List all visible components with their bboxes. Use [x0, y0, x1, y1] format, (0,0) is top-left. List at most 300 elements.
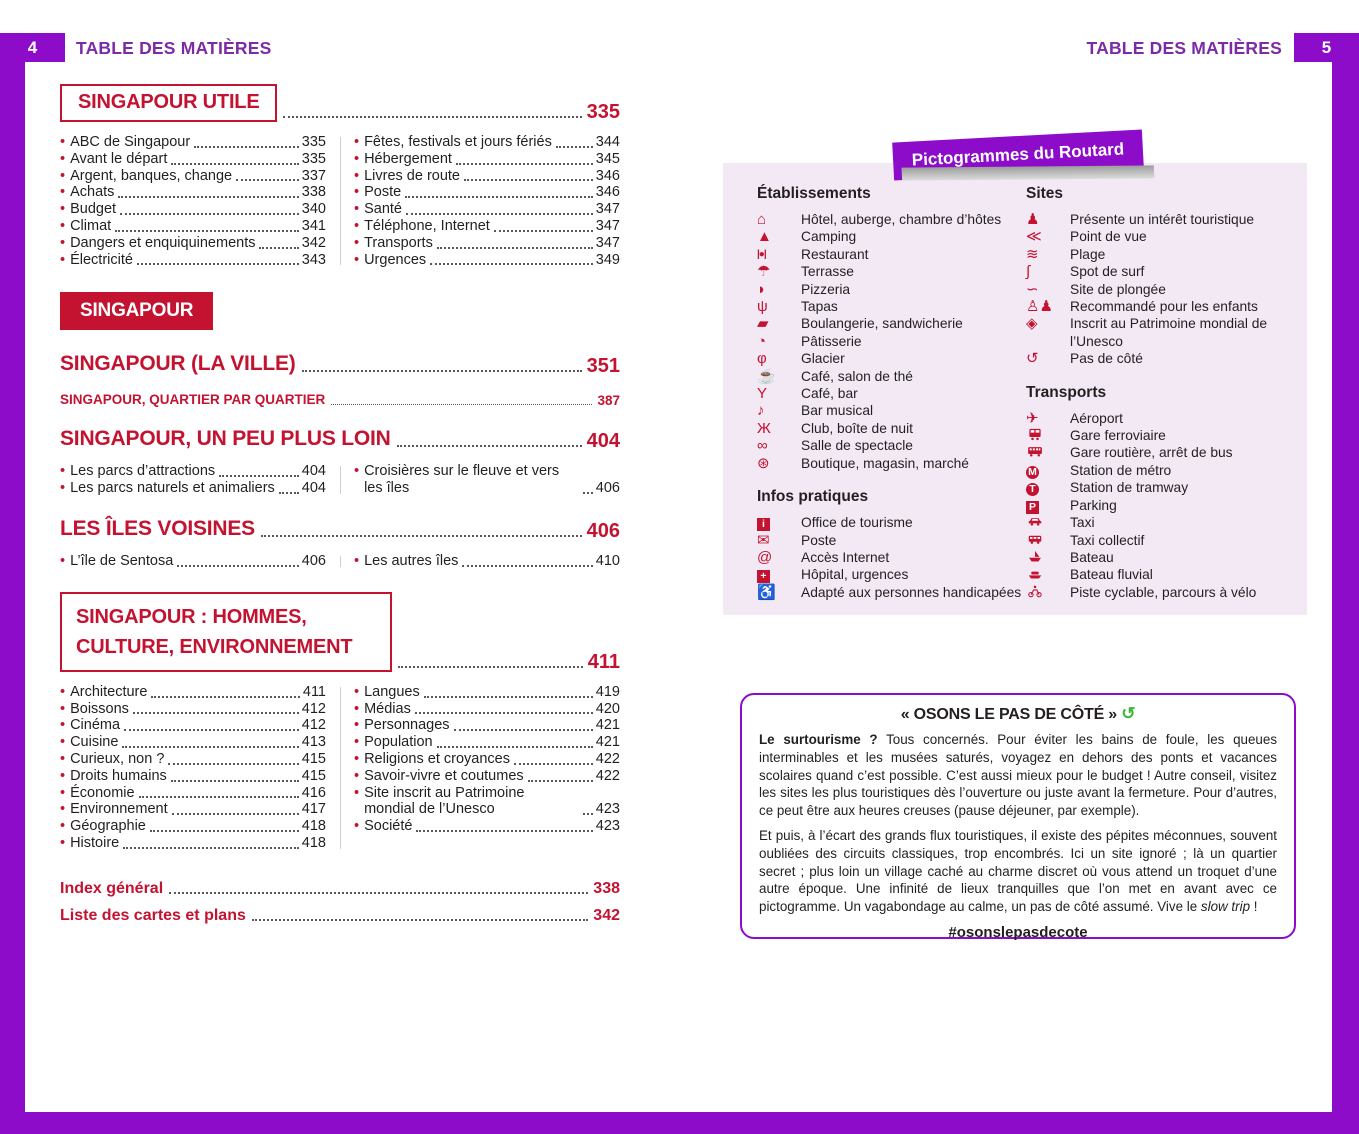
picto-label: Taxi collectif — [1070, 532, 1145, 548]
dotted-leader — [406, 213, 593, 215]
toc-section-page: 351 — [586, 355, 620, 378]
toc-entry — [354, 785, 620, 819]
toc-entry-label: Société — [364, 818, 413, 835]
dotted-leader — [171, 780, 299, 782]
dotted-leader — [120, 213, 299, 215]
bullet-icon: • — [354, 167, 360, 184]
toc-entry-page: 415 — [301, 750, 326, 767]
bullet-icon: • — [354, 463, 360, 480]
bullet-icon: • — [60, 463, 66, 480]
toc-entry — [60, 768, 326, 785]
picto-label: Présente un intérêt touristique — [1070, 212, 1255, 227]
picto-label: Boutique, magasin, marché — [801, 455, 969, 471]
toc-entry-label: Climat — [70, 217, 112, 234]
bullet-icon: • — [354, 717, 360, 734]
toc-entry — [60, 235, 326, 252]
pictogram-panel-columns — [723, 163, 1307, 615]
callout-title-text: « OSONS LE PAS DE CÔTÉ » — [900, 706, 1117, 723]
toc-footer-label: Index général — [60, 879, 164, 897]
dotted-leader — [194, 146, 299, 148]
toc-entry — [354, 151, 620, 168]
toc-entry-page: 340 — [301, 201, 326, 218]
toc-section-title-line: CULTURE, ENVIRONNEMENT — [76, 635, 353, 658]
toc-entry-label: Les parcs d’attractions — [70, 463, 216, 480]
toc-entry-label: Électricité — [70, 251, 133, 268]
parking-icon-badge: P — [1026, 501, 1039, 514]
train-station-icon — [1026, 427, 1070, 444]
diving-site-icon: ∽ — [1026, 280, 1039, 298]
toc-column — [340, 684, 620, 852]
toc-columns — [60, 553, 620, 570]
toc-entry-page: 347 — [595, 217, 620, 234]
backpacker-icon: ♟ — [1026, 211, 1040, 228]
callout-paragraph-1: Le surtourisme ? Tous concernés. Pour éviter les bains de foule, les queues interminables et les musées saturés, voyagez en dehors des ponts et vacances scolaires quand c’est possible. C’est aussi mieux pour le budget ! Autre conseil, visitez les sites les plus touristiques dès l’ouverture ou juste avant la fermeture. Pour d’autres, ce peut être aux heures creuses (pause déjeuner, par exemple). — [759, 732, 1278, 819]
toc-section-heading — [60, 517, 620, 541]
callout-title — [759, 704, 1277, 724]
slow-trip-italic: slow trip — [1200, 899, 1251, 915]
dotted-leader — [398, 666, 583, 668]
toc-column — [340, 553, 620, 570]
dotted-leader — [236, 179, 299, 181]
beach-icon: ≋ — [1026, 245, 1039, 263]
toc-entry-label: Langues — [364, 683, 420, 700]
dotted-leader — [494, 230, 593, 232]
toc-entry — [60, 134, 326, 151]
toc-entry-page: 406 — [301, 552, 326, 569]
toc-column — [60, 684, 340, 852]
picto-label: Parking — [1070, 497, 1117, 513]
toc-entry-page: 417 — [301, 801, 326, 818]
toc-entry-label: Histoire — [70, 834, 120, 851]
toc-entry — [60, 734, 326, 751]
picto-label: Plage — [1070, 246, 1106, 262]
toc-entry-label: Population — [364, 734, 433, 751]
page-header-right: TABLE DES MATIÈRES — [1086, 38, 1282, 58]
dotted-leader — [430, 263, 593, 265]
picto-group — [757, 211, 1026, 472]
toc-entry-page: 415 — [301, 767, 326, 784]
toc-entry-page: 421 — [595, 734, 620, 751]
toc-entry-label: Les parcs naturels et animaliers — [70, 480, 275, 497]
callout-lead: Le surtourisme ? — [759, 732, 878, 747]
picto-label: Office de tourisme — [801, 515, 913, 531]
shopping-basket-icon: ⊛ — [757, 454, 770, 472]
toc-entry — [354, 184, 620, 201]
picto-label: Bateau — [1070, 549, 1114, 565]
toc-section-page: 406 — [586, 519, 620, 542]
dotted-leader — [122, 746, 298, 748]
hospital-cross-icon-badge: + — [757, 570, 770, 583]
bullet-icon: • — [354, 683, 360, 700]
toc-entry-label: Avant le départ — [70, 150, 168, 167]
toc-section-page: 387 — [597, 392, 620, 408]
toc-entry — [354, 168, 620, 185]
dotted-leader — [437, 746, 593, 748]
picto-label: Site de plongée — [1070, 281, 1166, 297]
dotted-leader — [118, 196, 298, 198]
bullet-icon: • — [60, 184, 66, 201]
toc-footer-link — [60, 880, 620, 898]
toc-entry — [60, 818, 326, 835]
picto-label: Restaurant — [801, 246, 869, 262]
toc-entry — [60, 218, 326, 235]
dotted-leader — [259, 247, 298, 249]
dotted-leader — [169, 892, 588, 894]
toc-entry-page: 419 — [595, 683, 620, 700]
dotted-leader — [177, 565, 299, 567]
bullet-icon: • — [354, 134, 360, 150]
toc-footer-page: 342 — [593, 906, 620, 924]
toc-entry-label: Savoir-vivre et coutumes — [364, 767, 524, 784]
toc-column — [340, 463, 620, 497]
toc-entry-page: 343 — [301, 251, 326, 268]
bullet-icon: • — [354, 217, 360, 234]
toc-entry-label: Fêtes, festivals et jours fériés — [364, 134, 552, 150]
toc-entry-page: 413 — [301, 734, 326, 751]
tramway-icon-badge: T — [1026, 483, 1039, 496]
dotted-leader — [171, 163, 298, 165]
toc-entry-page: 422 — [595, 767, 620, 784]
toc-entry-page: 410 — [595, 552, 620, 569]
bakery-sandwich-icon: ▰ — [757, 315, 769, 333]
picto-label: Hôtel, auberge, chambre d’hôtes — [801, 212, 1002, 227]
toc-entry-page: 412 — [301, 700, 326, 717]
toc-entry-label: Argent, banques, change — [70, 167, 233, 184]
toc-section-page: 411 — [587, 650, 620, 673]
side-step-callout — [740, 693, 1296, 939]
toc-entry — [354, 463, 620, 497]
right-border-strip — [1332, 33, 1359, 1134]
toc-column — [60, 134, 340, 268]
picto-label: Bateau fluvial — [1070, 567, 1153, 583]
viewpoint-icon: ≪ — [1026, 228, 1042, 246]
picto-label: Piste cyclable, parcours à vélo — [1070, 584, 1257, 600]
toc-entry-label: Curieux, non ? — [70, 750, 165, 767]
toc-entry-label: Environnement — [70, 801, 168, 818]
picto-col-right — [1026, 185, 1295, 615]
toc-section-page: 404 — [586, 430, 620, 453]
toc-entry-page: 337 — [301, 167, 326, 184]
toc-entry — [60, 151, 326, 168]
picto-group-title: Infos pratiques — [757, 488, 869, 506]
toc-entry-page: 421 — [595, 717, 620, 734]
toc-entry-page: 422 — [595, 750, 620, 767]
toc-entry-page: 412 — [301, 717, 326, 734]
dotted-leader — [139, 796, 299, 798]
dotted-leader — [252, 919, 588, 921]
metro-icon — [1026, 462, 1070, 479]
bullet-icon: • — [60, 480, 66, 497]
toc-section-title: SINGAPOUR, UN PEU PLUS LOIN — [60, 427, 391, 451]
toc-section-title: LES ÎLES VOISINES — [60, 516, 255, 540]
side-step-icon: ↺ — [1026, 350, 1039, 368]
bullet-icon: • — [60, 734, 66, 751]
toc-entry-page: 411 — [302, 683, 326, 700]
river-boat-icon — [1026, 566, 1070, 583]
toc-footer-page: 338 — [593, 879, 620, 897]
toc-entry — [354, 553, 620, 570]
toc-entry-label: Médias — [364, 700, 411, 717]
dotted-leader — [454, 729, 593, 731]
picto-group — [1026, 410, 1295, 601]
toc-entry-page: 423 — [595, 818, 620, 835]
surf-spot-icon: ∫ — [1026, 263, 1031, 281]
dotted-leader — [302, 370, 582, 372]
toc-entry-page: 418 — [301, 834, 326, 851]
bullet-icon: • — [354, 552, 360, 569]
toc-entry — [60, 553, 326, 570]
toc-footer — [60, 880, 620, 925]
toc-entry-page: 349 — [595, 251, 620, 268]
picto-label: Taxi — [1070, 515, 1095, 531]
toc-entry-page: 404 — [301, 480, 326, 497]
toc-entry-label: Religions et croyances — [364, 750, 510, 767]
dotted-leader — [424, 696, 593, 698]
toc-entry-page: 418 — [301, 818, 326, 835]
toc-entry-label: Personnages — [364, 717, 450, 734]
toc-entry-label: Droits humains — [70, 767, 167, 784]
toc-entry-page: 342 — [301, 234, 326, 251]
camping-tent-icon: ▲ — [757, 228, 772, 246]
dotted-leader — [583, 492, 593, 494]
toc-entry-label: Hébergement — [364, 150, 452, 167]
picto-group — [1026, 211, 1295, 368]
bullet-icon: • — [60, 700, 66, 717]
left-border-strip — [0, 33, 25, 1134]
toc-entry-page: 344 — [595, 134, 620, 150]
toc-entry — [60, 480, 326, 497]
toc-footer-label: Liste des cartes et plans — [60, 906, 246, 924]
picto-label: Spot de surf — [1070, 264, 1145, 280]
toc-entry-label: Croisières sur le fleuve et vers les îles — [364, 463, 560, 497]
dotted-leader — [405, 196, 593, 198]
toc-entry — [354, 768, 620, 785]
mail-envelope-icon: ✉ — [757, 531, 770, 549]
toc-entry-page: 420 — [595, 700, 620, 717]
toc-entry — [354, 235, 620, 252]
toc-entry — [354, 751, 620, 768]
bullet-icon: • — [60, 750, 66, 767]
toc-entry — [60, 463, 326, 480]
toc-entry-label: Dangers et enquiquinements — [70, 234, 256, 251]
picto-label: Station de tramway — [1070, 480, 1189, 496]
dotted-leader — [151, 696, 299, 698]
toc-entry-label: Boissons — [70, 700, 129, 717]
bullet-icon: • — [60, 251, 66, 268]
picto-label: Terrasse — [801, 264, 854, 280]
toc-sections — [60, 84, 620, 852]
toc-entry — [60, 184, 326, 201]
toc-entry-label: Les autres îles — [364, 552, 459, 569]
toc-entry — [354, 818, 620, 835]
picto-label: Glacier — [801, 351, 845, 367]
toc-entry-page: 347 — [595, 201, 620, 218]
picto-col-left — [757, 185, 1026, 615]
picto-label: Pizzeria — [801, 281, 851, 297]
bullet-icon: • — [60, 201, 66, 218]
dotted-leader — [261, 535, 582, 537]
toc-entry-label: Urgences — [364, 251, 427, 268]
picto-label: Gare routière, arrêt de bus — [1070, 445, 1233, 461]
picto-label: Camping — [801, 229, 857, 245]
picto-label: Accès Internet — [801, 549, 890, 565]
dancer-icon: Ж — [757, 419, 771, 437]
dotted-leader — [415, 712, 593, 714]
toc-entry — [60, 717, 326, 734]
toc-part-banner: SINGAPOUR — [60, 292, 213, 330]
toc-entry-page: 346 — [595, 184, 620, 201]
kids-recommended-icon: ♙♟ — [1026, 298, 1053, 316]
picto-label: Recommandé pour les enfants — [1070, 299, 1258, 315]
toc-entry — [354, 734, 620, 751]
picto-label: Café, salon de thé — [801, 368, 913, 384]
bullet-icon: • — [60, 217, 66, 234]
wine-glass-icon: Y — [757, 385, 768, 403]
toc-entry — [354, 201, 620, 218]
bullet-icon: • — [354, 234, 360, 251]
dotted-leader — [462, 565, 592, 567]
boat-icon — [1026, 549, 1070, 566]
dotted-leader — [456, 163, 593, 165]
dotted-leader — [437, 247, 593, 249]
toc-entry — [354, 134, 620, 151]
toc-section-title-line: SINGAPOUR : HOMMES, — [76, 605, 307, 628]
picto-label: Pas de côté — [1070, 351, 1143, 367]
bus-station-icon — [1026, 444, 1070, 461]
dotted-leader — [514, 763, 593, 765]
picto-label: Café, bar — [801, 386, 858, 402]
bullet-icon: • — [354, 700, 360, 717]
dotted-leader — [137, 263, 299, 265]
toc-entry-label: Achats — [70, 184, 115, 201]
toc-entry-page: 341 — [301, 217, 326, 234]
toc-entry-label: Transports — [364, 234, 433, 251]
bullet-icon: • — [60, 683, 66, 700]
picto-label: Tapas — [801, 299, 838, 315]
picto-group — [757, 514, 1026, 601]
toc-entry-label: Santé — [364, 201, 402, 218]
toc-entry-page: 335 — [301, 150, 326, 167]
dotted-leader — [464, 179, 593, 181]
picto-label: Station de métro — [1070, 462, 1172, 478]
taxi-icon — [1026, 514, 1070, 531]
page-number-right: 5 — [1294, 33, 1359, 62]
picto-label: Poste — [801, 532, 837, 548]
dotted-leader — [528, 780, 593, 782]
bullet-icon: • — [354, 767, 360, 784]
toc-entry-label: ABC de Singapour — [70, 134, 191, 150]
callout-paragraph-2: Et puis, à l’écart des grands flux touristiques, il existe des pépites méconnues, souvent oubliées des circuits classiques, trop encombrés. Ici un site ignoré ; là un quartier secret ; plus loin un village caché au charme discret où vous attend un troquet d’une autre époque. Une infinité de lieux tranquilles que l’on met en avant avec ce pictogramme. Un vagabondage au calme, un pas de côté assumé. Vive le slow trip ! — [759, 827, 1277, 915]
picto-label: Pâtisserie — [801, 333, 862, 349]
page-number-left: 4 — [0, 33, 65, 62]
picto-label: Inscrit au Patrimoine mondial de l’Unesco — [1070, 316, 1268, 349]
toc-entry — [60, 751, 326, 768]
airport-icon: ✈ — [1026, 409, 1039, 427]
picto-label: Salle de spectacle — [801, 438, 913, 454]
toc-entry-label: Téléphone, Internet — [364, 217, 490, 234]
toc-columns — [60, 684, 620, 852]
table-of-contents — [60, 84, 620, 925]
toc-footer-link — [60, 907, 620, 925]
parking-icon — [1026, 497, 1070, 514]
toc-entry-page: 404 — [301, 463, 326, 480]
pictogram-banner: Pictogrammes du Routard — [892, 129, 1144, 180]
bullet-icon: • — [354, 184, 360, 201]
dotted-leader — [168, 763, 298, 765]
dotted-leader — [416, 830, 592, 832]
toc-entry-label: Cuisine — [70, 734, 119, 751]
toc-section-heading — [60, 392, 620, 407]
dotted-leader — [172, 813, 299, 815]
toc-entry-label: L’île de Sentosa — [70, 552, 174, 569]
bullet-icon: • — [60, 717, 66, 734]
toc-section-title: SINGAPOUR (LA VILLE) — [60, 352, 296, 376]
tourist-office-icon — [757, 514, 801, 531]
pastry-icon: ◔ — [757, 332, 767, 350]
toc-entry-page: 416 — [301, 784, 326, 801]
bullet-icon: • — [354, 251, 360, 268]
bullet-icon: • — [60, 134, 66, 150]
dotted-leader — [279, 492, 299, 494]
toc-entry — [354, 717, 620, 734]
toc-entry-page: 338 — [301, 184, 326, 201]
dotted-leader — [583, 813, 593, 815]
toc-section-heading — [60, 352, 620, 376]
dotted-leader — [123, 847, 299, 849]
toc-entry-label: Budget — [70, 201, 117, 218]
terrace-umbrella-icon: ☂ — [757, 263, 771, 281]
pizzeria-icon: ◗ — [757, 280, 767, 298]
toc-section-heading — [60, 592, 620, 672]
picto-group-title: Établissements — [757, 185, 871, 202]
toc-entry — [354, 684, 620, 701]
dotted-leader — [283, 116, 581, 118]
picto-group-title: Sites — [1026, 185, 1064, 202]
tourist-office-icon-badge: i — [757, 518, 770, 531]
bullet-icon: • — [354, 818, 360, 835]
toc-entry-page: 406 — [595, 480, 620, 497]
toc-entry — [60, 201, 326, 218]
toc-entry — [60, 701, 326, 718]
metro-icon-badge: M — [1026, 466, 1039, 479]
dotted-leader — [397, 445, 582, 447]
picto-label: Aéroport — [1070, 410, 1123, 426]
toc-entry-label: Architecture — [70, 683, 148, 700]
toc-entry — [354, 218, 620, 235]
bullet-icon: • — [60, 167, 66, 184]
toc-entry — [60, 684, 326, 701]
opera-glasses-icon: ∞ — [757, 437, 768, 455]
toc-entry-page: 346 — [595, 167, 620, 184]
toc-section-heading — [60, 427, 620, 451]
toc-column — [60, 553, 340, 570]
pictogram-panel — [723, 163, 1307, 615]
toc-section-title: SINGAPOUR, QUARTIER PAR QUARTIER — [60, 392, 326, 408]
picto-label: Gare ferroviaire — [1070, 428, 1166, 444]
restaurant-icon: |●| — [757, 248, 766, 260]
hotel-icon: ⌂ — [757, 211, 767, 228]
bike-path-icon — [1026, 584, 1070, 601]
toc-section-title: SINGAPOUR UTILE — [60, 84, 277, 122]
toc-entry — [60, 252, 326, 269]
toc-entry-label: Livres de route — [364, 167, 460, 184]
picto-label: Adapté aux personnes handicapées — [801, 584, 1022, 600]
toc-entry-label: Géographie — [70, 818, 146, 835]
picto-group-title: Transports — [1026, 383, 1107, 401]
toc-entry — [60, 785, 326, 802]
toc-entry-label: Poste — [364, 184, 402, 201]
toc-entry-page: 423 — [595, 801, 620, 818]
